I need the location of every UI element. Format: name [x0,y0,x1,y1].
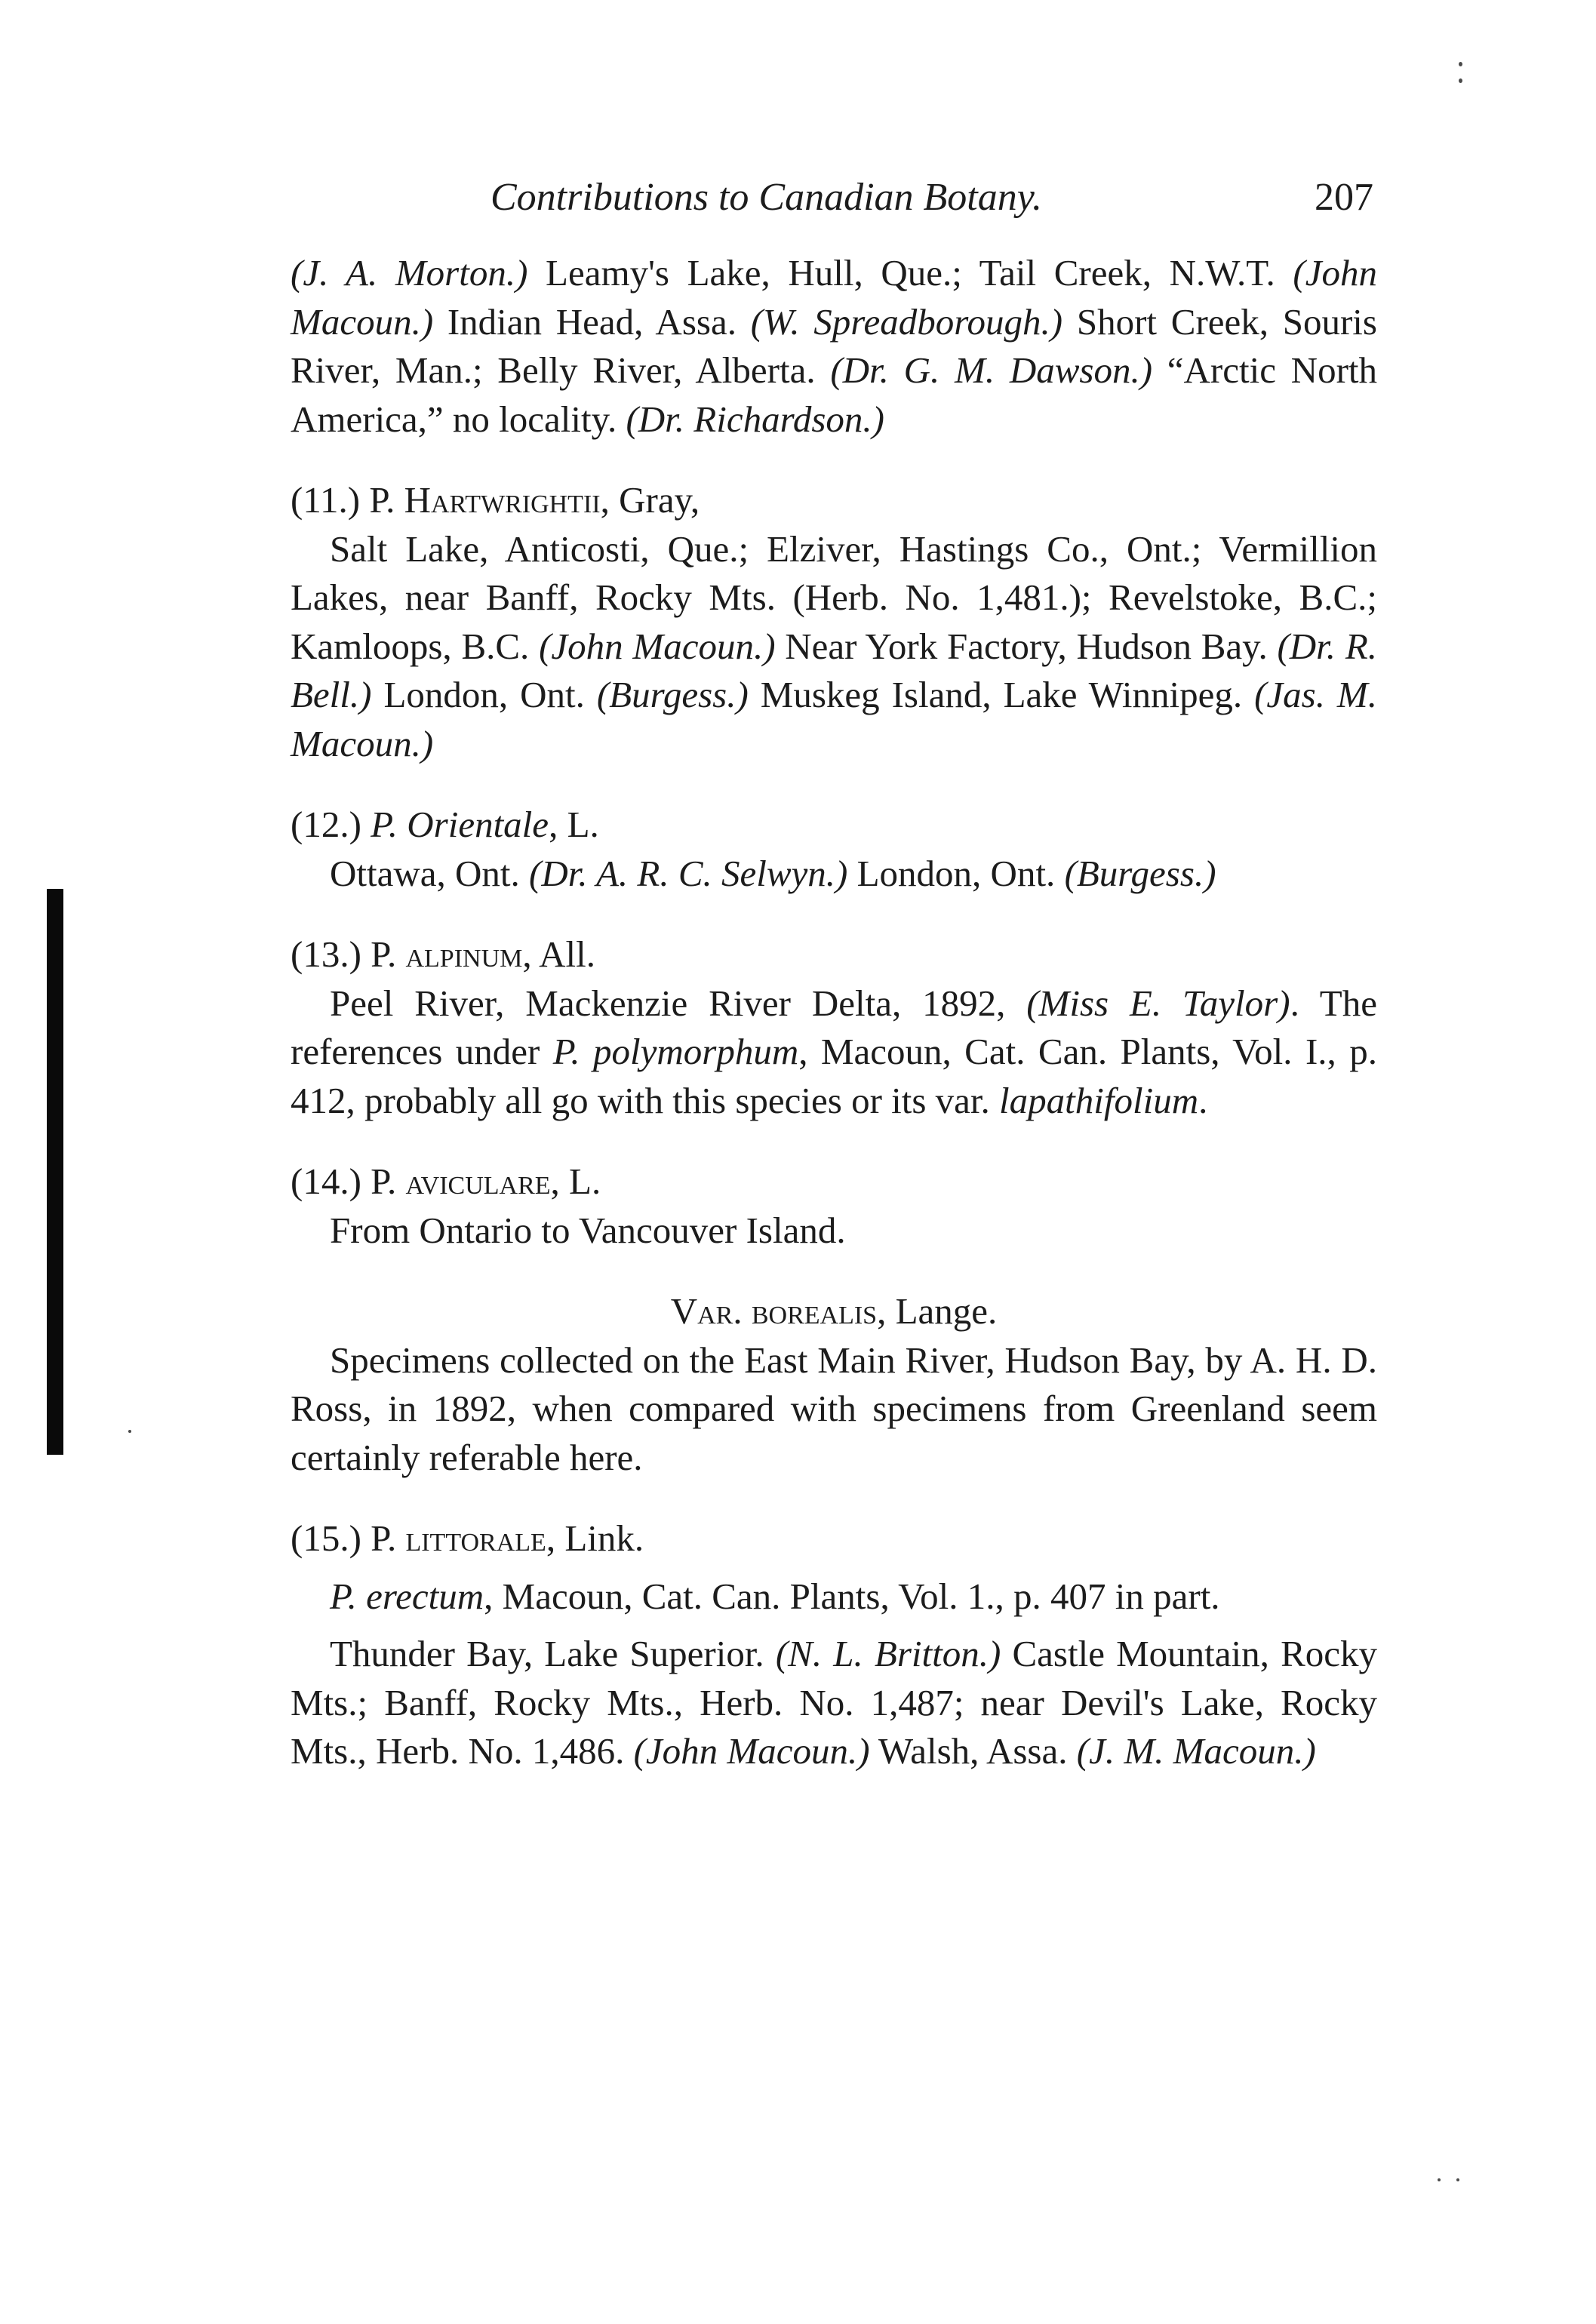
species-name: P. Orientale [371,804,549,845]
locality-text: “Arctic North America,” no locality. [291,349,1378,440]
species-heading-12 [291,801,1377,850]
collector-citation: (Miss E. Taylor) [1026,982,1290,1024]
species-number: (13.) P. [291,933,406,975]
locality-text: From Ontario to Vancouver Island. [330,1209,846,1251]
locality-text: London, Ont. [847,852,1065,894]
species-authority: , Link. [546,1517,644,1559]
species-authority: , Gray, [600,479,700,521]
collector-citation: (Dr. G. M. Dawson.) [830,349,1153,391]
locality-text: Peel River, Mackenzie River Delta, 1892, [330,982,1027,1024]
species-name: alpinum [405,933,523,975]
species-number: (14.) P. [291,1160,406,1202]
locality-text: Castle Mountain, Rocky Mts.; Banff, Rocky Mts., Herb. No. 1,487; near Devil's Lake, Rocky Mts., Herb. No. 1,486. [291,1633,1377,1772]
note-text: , Macoun, Cat. Can. Plants, Vol. I., p. 412, probably all go with this species or its var. [291,1031,1377,1121]
species-authority: , L. [549,804,599,845]
page-body [291,249,1377,1776]
note-text: . The references under [291,982,1377,1072]
collector-citation: (Dr. R. Bell.) [291,625,1377,715]
species-name: aviculare [405,1160,551,1202]
synonym-name: P. polymorphum [552,1031,799,1072]
species-description-14 [291,1207,1377,1256]
variety-authority: , Lange. [877,1290,998,1332]
locality-text: Thunder Bay, Lake Superior. [330,1633,776,1674]
collector-citation: (Dr. A. R. C. Selwyn.) [529,852,848,894]
running-title: Contributions to Canadian Botany. [490,176,1042,219]
note-text: , Macoun, Cat. Can. Plants, Vol. 1., p. 407 in part. [484,1575,1220,1617]
species-synonymy-15 [291,1572,1377,1622]
locality-text: Short Creek, Souris River, Man.; Belly River, Alberta. [291,300,1377,391]
species-name: Hartwrightii [404,479,601,521]
page-number: 207 [1315,176,1373,219]
collector-citation: (Jas. M. Macoun.) [291,674,1377,764]
species-heading-13 [291,930,1377,979]
note-text: Specimens collected on the East Main River, Hudson Bay, by A. H. D. Ross, in 1892, when compared with specimens from Greenland seem certainly referable here. [291,1339,1377,1478]
variety-description [291,1336,1377,1483]
locality-text: Near York Factory, Hudson Bay. [775,625,1278,667]
speck-mark [1438,2178,1441,2181]
page-header [490,175,1373,235]
locality-text: London, Ont. [371,674,597,715]
species-description-12 [291,850,1377,899]
collector-citation: (John Macoun.) [633,1730,870,1772]
collector-citation: (Burgess.) [1064,852,1216,894]
locality-text: Ottawa, Ont. [330,852,529,894]
species-name: littorale [405,1517,546,1559]
species-number: (15.) P. [291,1517,406,1559]
species-number: (12.) [291,804,371,845]
collector-citation: (John Macoun.) [291,252,1377,343]
species-heading-14 [291,1157,1377,1207]
species-authority: , All. [522,933,596,975]
speck-mark [128,1430,131,1433]
species-number: (11.) P. [291,479,404,521]
collector-citation: (N. L. Britton.) [775,1633,1001,1674]
locality-text: Indian Head, Assa. [433,300,751,343]
species-heading-15 [291,1514,1377,1563]
collector-citation: (W. Spreadborough.) [750,300,1063,343]
locality-text: Walsh, Assa. [869,1730,1077,1772]
locality-text: Leamy's Lake, Hull, Que.; Tail Creek, N.W.T. [527,252,1293,294]
variety-name: lapathifolium [999,1079,1199,1121]
note-text: . [1198,1079,1208,1121]
collector-citation: (J. M. Macoun.) [1076,1730,1316,1772]
locality-text: Muskeg Island, Lake Winnipeg. [748,674,1255,715]
speck-mark [1456,2178,1459,2181]
species-authority: , L. [550,1160,601,1202]
collector-citation: (Burgess.) [596,674,749,715]
species-heading-11 [291,476,1377,525]
collector-citation: (Dr. Richardson.) [626,398,884,440]
collector-citation: (John Macoun.) [539,625,776,667]
continued-paragraph [291,249,1377,444]
variety-heading [291,1287,1377,1336]
synonym-name: P. erectum [330,1575,484,1617]
collector-citation: (J. A. Morton.) [291,252,528,294]
variety-name: Var. borealis [670,1290,878,1332]
speck-mark [1459,62,1462,66]
binding-margin-bar [47,889,63,1455]
speck-mark [1459,78,1462,83]
species-description-15 [291,1630,1377,1776]
species-description-11 [291,525,1377,769]
locality-text: Salt Lake, Anticosti, Que.; Elziver, Hastings Co., Ont.; Vermillion Lakes, near Banff, Rocky Mts. (Herb. No. 1,481.); Revelstoke, B.C.; Kamloops, B.C. [291,527,1377,667]
species-description-13 [291,979,1377,1126]
